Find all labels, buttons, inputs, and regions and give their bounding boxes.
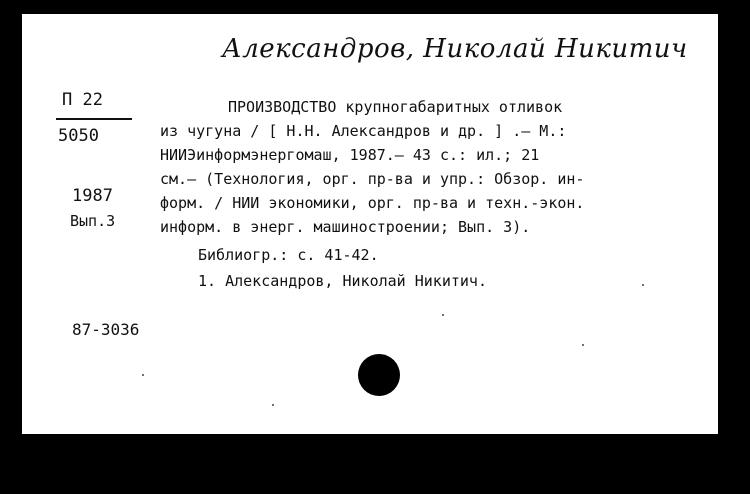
shelf-code: П 22 [62,90,103,110]
scan-speck [582,344,584,346]
entry-line-2: из чугуна / [ Н.Н. Александров и др. ] .— М.: [160,122,567,140]
shelf-number: 5050 [58,126,99,146]
entry-line-3: НИИЭинформэнергомаш, 1987.— 43 с.: ил.; 21 [160,146,540,164]
scan-speck [142,374,144,376]
scan-speck [442,314,444,316]
bibliography-note: Библиогр.: с. 41-42. [198,246,379,264]
entry-line-1: ПРОИЗВОДСТВО крупногабаритных отливок [228,98,563,116]
scan-speck [642,284,644,286]
publication-year: 1987 [72,186,113,206]
catalog-card [22,14,718,434]
shelf-divider [56,118,132,120]
entry-line-6: информ. в энерг. машиностроении; Вып. 3). [160,218,531,236]
issue-number: Вып.3 [70,212,116,230]
tracing-entry: 1. Александров, Николай Никитич. [198,272,487,290]
entry-line-4: см.— (Технология, орг. пр-ва и упр.: Обзор. ин- [160,170,585,188]
punch-hole [358,354,400,396]
entry-line-5: форм. / НИИ экономики, орг. пр-ва и техн.-экон. [160,194,585,212]
accession-number: 87-3036 [72,320,140,339]
handwritten-author-name: Александров, Николай Никитич [222,34,688,64]
scan-speck [272,404,274,406]
